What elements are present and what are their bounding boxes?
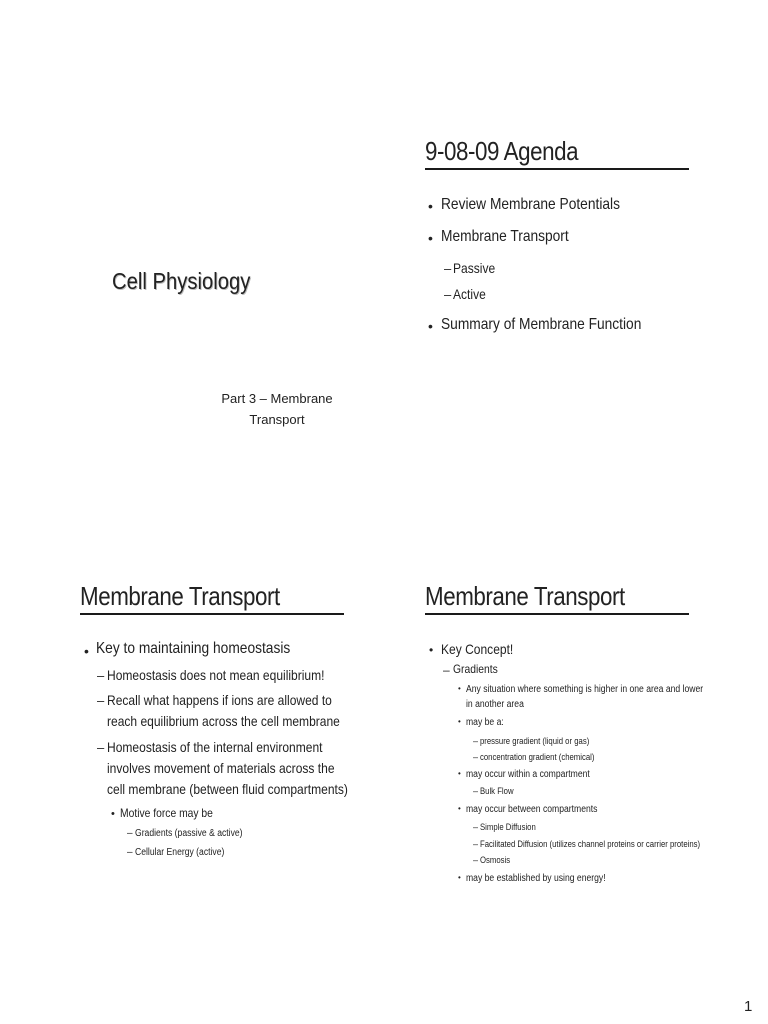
s3-not-equilibrium: Homeostasis does not mean equilibrium! — [107, 667, 325, 683]
s4-concentration-gradient: concentration gradient (chemical) — [480, 752, 595, 762]
agenda-bullet-1: • — [428, 198, 433, 214]
page-number: 1 — [744, 998, 753, 1015]
s4-between-compartments: may occur between compartments — [466, 804, 598, 815]
s3-bullet-2: • — [111, 808, 115, 820]
slide-1-subtitle-line-2: Transport — [249, 412, 305, 427]
s4-dash-5: – — [473, 822, 479, 832]
s4-pressure-gradient: pressure gradient (liquid or gas) — [480, 736, 590, 746]
s4-dot-2: • — [458, 717, 461, 726]
s4-simple-diffusion: Simple Diffusion — [480, 822, 536, 832]
slide-1-subtitle-line-1: Part 3 – Membrane — [221, 391, 333, 406]
agenda-subitem-active: Active — [453, 286, 486, 302]
slide-1-title: Cell Physiology — [112, 268, 251, 294]
s4-bullet-1: • — [429, 643, 434, 657]
agenda-bullet-2: • — [428, 230, 433, 246]
slide-3-title-rule — [80, 613, 344, 615]
agenda-subitem-passive: Passive — [453, 260, 496, 276]
s4-dash-7: – — [473, 855, 479, 865]
agenda-dash-2: – — [444, 287, 452, 302]
slide-2-title: 9-08-09 Agenda — [425, 136, 579, 166]
s4-key-concept: Key Concept! — [441, 641, 514, 657]
slide-3-title: Membrane Transport — [80, 581, 280, 611]
s4-established-by-energy: may be established by using energy! — [466, 873, 606, 884]
s4-gradients: Gradients — [453, 662, 498, 676]
s3-internal-env-line-2: involves movement of materials across the — [107, 760, 335, 776]
s3-dash-1: – — [97, 668, 105, 683]
s3-motive-force: Motive force may be — [120, 806, 213, 820]
s3-bullet-1: • — [84, 643, 89, 659]
s3-recall-line-1: Recall what happens if ions are allowed to — [107, 692, 332, 708]
s3-gradients: Gradients (passive & active) — [135, 828, 243, 839]
s4-any-situation-line-2: in another area — [466, 699, 524, 710]
s4-dot-5: • — [458, 873, 461, 882]
s4-dot-4: • — [458, 804, 461, 813]
s3-recall-line-2: reach equilibrium across the cell membrane — [107, 713, 340, 729]
slide-4-title-rule — [425, 613, 689, 615]
agenda-bullet-3: • — [428, 318, 433, 334]
s4-dash-6: – — [473, 839, 479, 849]
slide-4-title: Membrane Transport — [425, 581, 625, 611]
s3-dash-2: – — [97, 693, 105, 708]
agenda-dash-1: – — [444, 261, 452, 276]
s4-facilitated-diffusion: Facilitated Diffusion (utilizes channel proteins or carrier proteins) — [480, 839, 701, 849]
s4-any-situation-line-1: Any situation where something is higher in one area and lower — [466, 684, 704, 695]
s4-may-be-a: may be a: — [466, 717, 504, 728]
s4-dash-2: – — [473, 736, 479, 746]
s3-cellular-energy: Cellular Energy (active) — [135, 847, 225, 858]
s4-bulk-flow: Bulk Flow — [480, 786, 514, 796]
s4-dot-1: • — [458, 684, 461, 693]
s4-dot-3: • — [458, 769, 461, 778]
s3-dash-5: – — [127, 847, 133, 858]
s4-dash-4: – — [473, 786, 479, 796]
slide-2-title-rule — [425, 168, 689, 170]
s3-dash-3: – — [97, 740, 105, 755]
s3-dash-4: – — [127, 828, 133, 839]
s3-key-to-homeostasis: Key to maintaining homeostasis — [96, 640, 291, 657]
s4-dash-3: – — [473, 752, 479, 762]
agenda-item-3: Summary of Membrane Function — [441, 316, 642, 333]
s4-within-compartment: may occur within a compartment — [466, 769, 590, 780]
s3-internal-env-line-1: Homeostasis of the internal environment — [107, 739, 323, 755]
s4-osmosis: Osmosis — [480, 855, 511, 865]
s4-dash-1: – — [443, 663, 450, 677]
agenda-item-2: Membrane Transport — [441, 228, 569, 245]
agenda-item-1: Review Membrane Potentials — [441, 196, 620, 213]
s3-internal-env-line-3: cell membrane (between fluid compartments) — [107, 781, 348, 797]
